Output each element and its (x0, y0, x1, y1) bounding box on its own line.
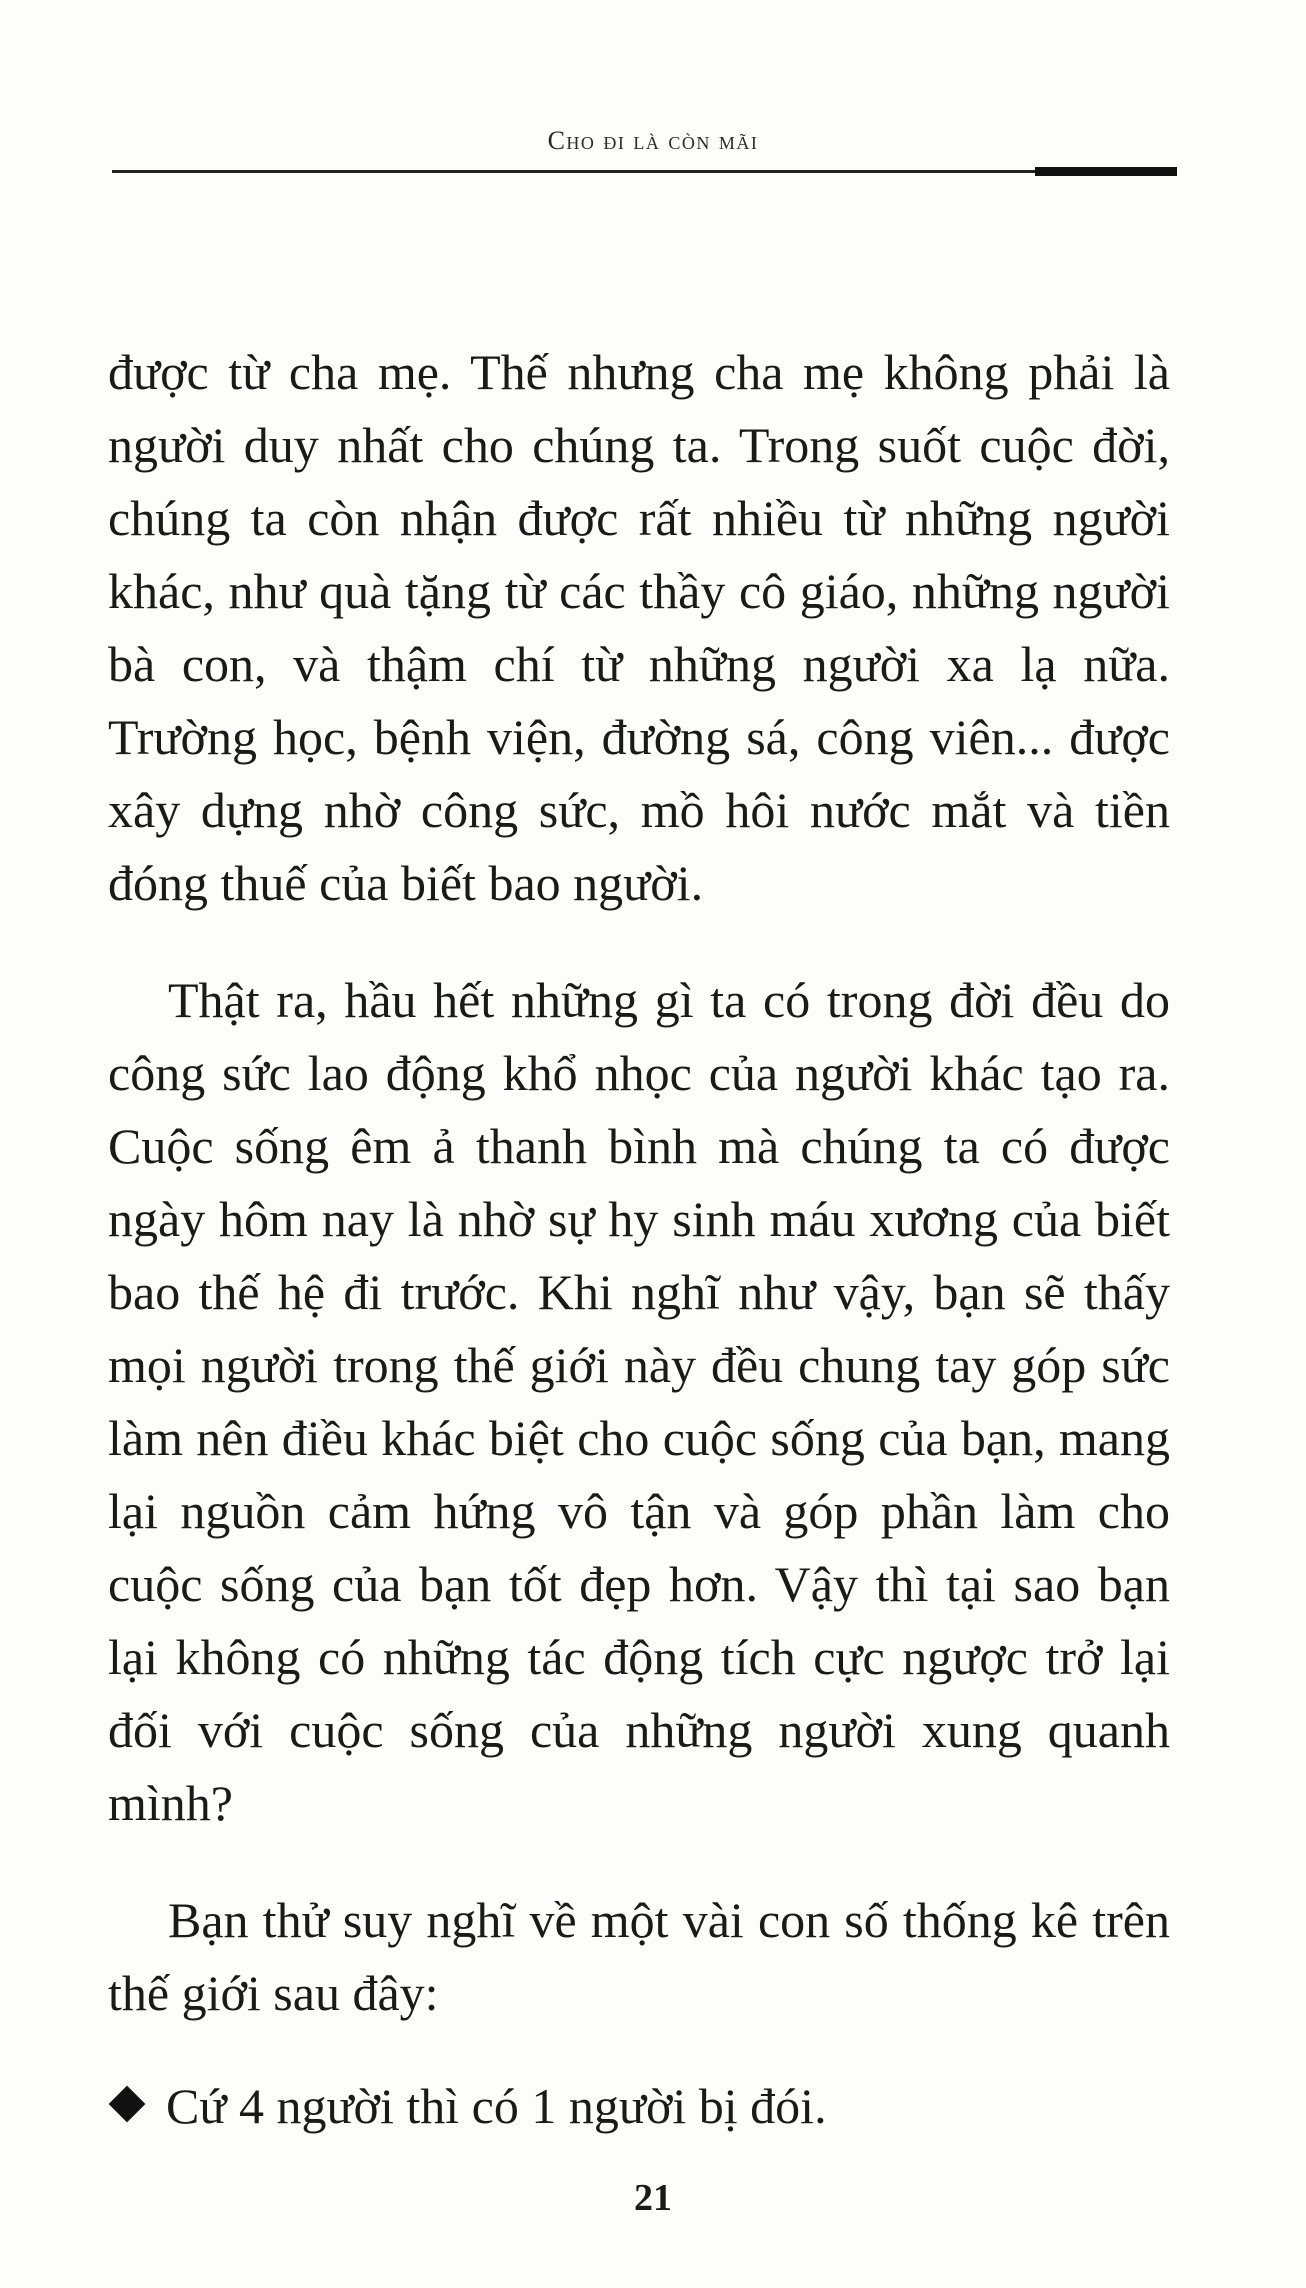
paragraph-3: Bạn thử suy nghĩ về một vài con số thống kê trên thế giới sau đây: (108, 1892, 1170, 2021)
page-number: 21 (634, 2177, 672, 2219)
running-head-title: Cho đi là còn mãi (547, 126, 759, 155)
bullet-list-item (108, 2070, 1170, 2143)
page-body (108, 336, 1170, 2143)
diamond-bullet-icon (109, 2086, 146, 2123)
header-rule-accent (1035, 167, 1177, 176)
header-rule (112, 170, 1177, 173)
paragraph-2: Thật ra, hầu hết những gì ta có trong đời đều do công sức lao động khổ nhọc của người khác tạo ra. Cuộc sống êm ả thanh bình mà chúng ta có được ngày hôm nay là nhờ sự hy sinh máu xương của biết bao thế hệ đi trước. Khi nghĩ như vậy, bạn sẽ thấy mọi người trong thế giới này đều chung tay góp sức làm nên điều khác biệt cho cuộc sống của bạn, mang lại nguồn cảm hứng vô tận và góp phần làm cho cuộc sống của bạn tốt đẹp hơn. Vậy thì tại sao bạn lại không có những tác động tích cực ngược trở lại đối với cuộc sống của những người xung quanh mình? (108, 972, 1170, 1831)
bullet-text: Cứ 4 người thì có 1 người bị đói. (166, 2078, 827, 2134)
paragraph-1: được từ cha mẹ. Thế nhưng cha mẹ không phải là người duy nhất cho chúng ta. Trong suốt cuộc đời, chúng ta còn nhận được rất nhiều từ những người khác, như quà tặng từ các thầy cô giáo, những người bà con, và thậm chí từ những người xa lạ nữa. Trường học, bệnh viện, đường sá, công viên... được xây dựng nhờ công sức, mồ hôi nước mắt và tiền đóng thuế của biết bao người. (108, 344, 1170, 911)
